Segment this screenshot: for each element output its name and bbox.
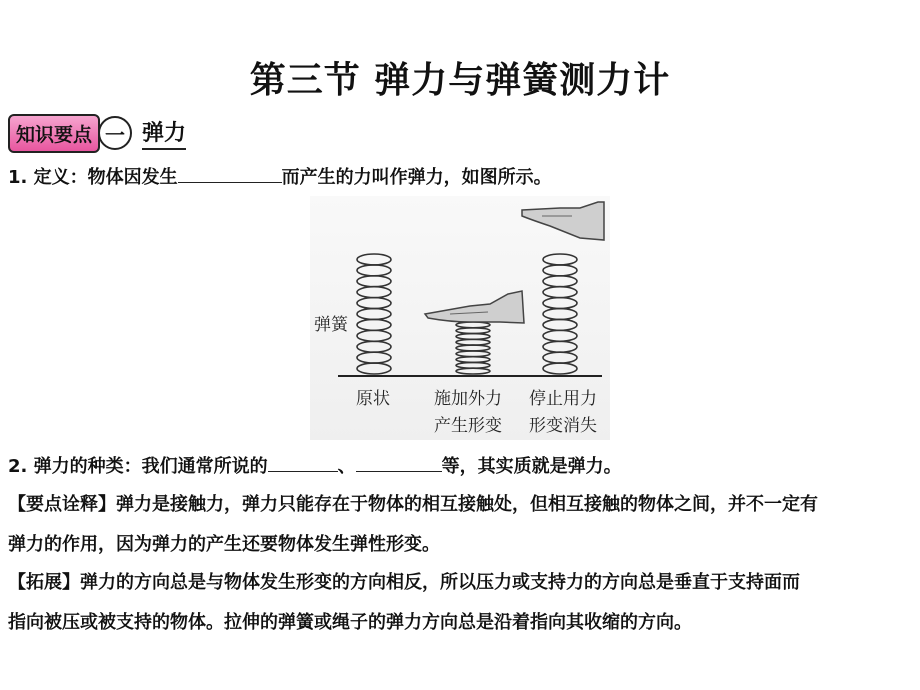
types-suffix: 等，其实质就是弹力。 — [441, 456, 622, 477]
caption-original: 原状 — [356, 389, 390, 409]
note-text-1: 弹力是接触力，弹力只能存在于物体的相互接触处，但相互接触的物体之间，并不一定有 — [116, 494, 818, 515]
knowledge-point-number: 一 — [98, 116, 132, 150]
note-label: 【要点诠释】 — [8, 494, 116, 515]
extension-label: 【拓展】 — [8, 572, 80, 593]
spring-label: 弹簧 — [314, 315, 348, 335]
knowledge-point-topic: 弹力 — [142, 116, 186, 150]
definition-line — [8, 163, 552, 189]
types-separator: 、 — [337, 456, 356, 477]
types-prefix: 2. 弹力的种类：我们通常所说的 — [8, 456, 268, 477]
types-blank-1 — [268, 471, 338, 472]
extension-text-1: 弹力的方向总是与物体发生形变的方向相反，所以压力或支持力的方向总是垂直于支持面而 — [80, 572, 800, 593]
knowledge-point-badge: 知识要点 — [8, 114, 100, 153]
note-line-2: 弹力的作用，因为弹力的产生还要物体发生弹性形变。 — [8, 534, 440, 555]
definition-blank — [178, 182, 282, 183]
caption-force-stopped-2: 形变消失 — [529, 416, 597, 436]
caption-force-applied-2: 产生形变 — [434, 416, 502, 436]
definition-prefix: 1. 定义：物体因发生 — [8, 167, 178, 188]
caption-force-applied-1: 施加外力 — [434, 389, 502, 409]
caption-force-stopped-1: 停止用力 — [529, 389, 597, 409]
extension-line-1 — [8, 568, 800, 594]
note-line-1 — [8, 490, 818, 516]
page-title: 第三节 弹力与弹簧测力计 — [249, 59, 671, 101]
definition-suffix: 而产生的力叫作弹力，如图所示。 — [281, 167, 552, 188]
types-line — [8, 452, 622, 478]
knowledge-point-header — [8, 113, 186, 153]
spring-figure — [310, 196, 610, 440]
extension-line-2: 指向被压或被支持的物体。拉伸的弹簧或绳子的弹力方向总是沿着指向其收缩的方向。 — [8, 612, 692, 633]
types-blank-2 — [356, 471, 442, 472]
